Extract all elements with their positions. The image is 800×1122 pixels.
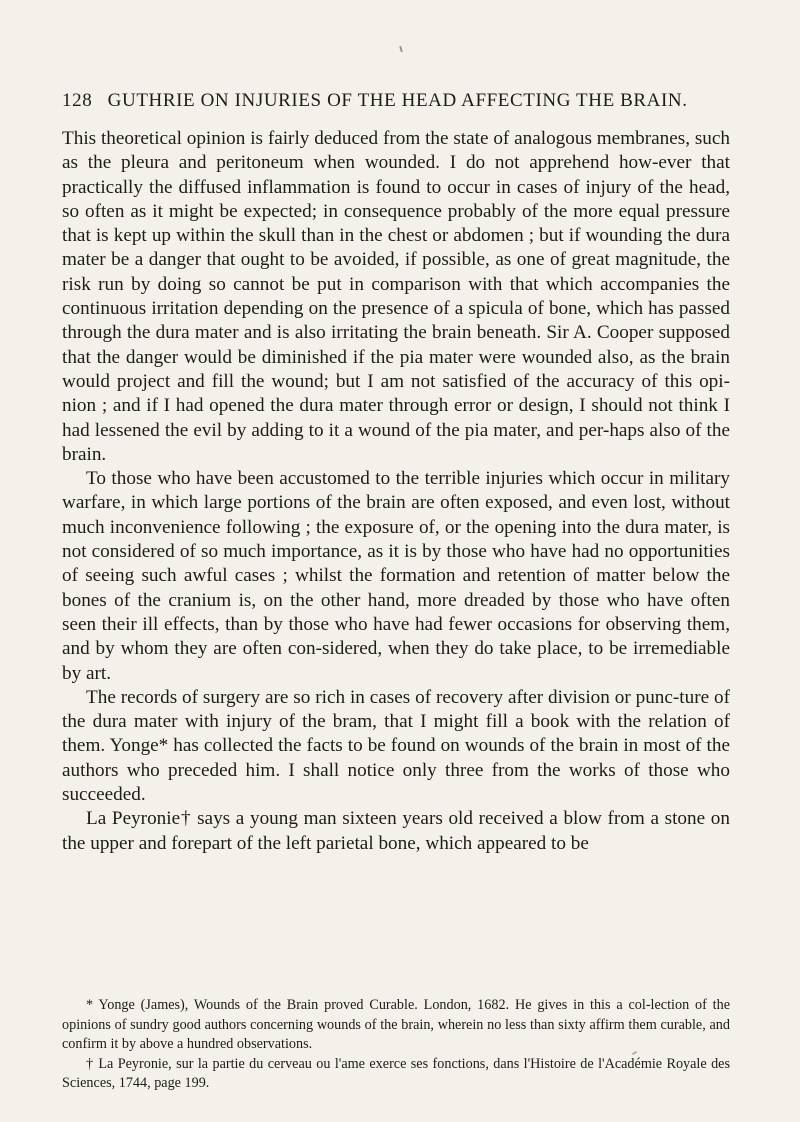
scan-mark: [399, 46, 402, 52]
paragraph: This theoretical opinion is fairly deduced from the state of analogous membranes, such as the pleura and peritoneum when wounded. I do not apprehend how-ever that practically the diffused inflammation is found to occur in cases of injury of the head, so often as it might be expected; in consequence probably of the more equal pressure that is kept up within the skull than in the chest or abdomen ; but if wounding the dura mater be a danger that ought to be avoided, if possible, as one of great magnitude, the risk run by doing so cannot be put in comparison with that which accompanies the continuous irritation depending on the presence of a spicula of bone, which has passed through the dura mater and is also irritating the brain beneath. Sir A. Cooper supposed that the danger would be diminished if the pia mater were wounded also, as the brain would project and fill the wound; but I am not satisfied of the accuracy of this opi-nion ; and if I had opened the dura mater through error or design, I should not think I had lessened the evil by adding to it a wound of the pia mater, and per-haps also of the brain.: [62, 128, 730, 465]
running-title: GUTHRIE ON INJURIES OF THE HEAD AFFECTING THE BRAIN.: [107, 90, 688, 111]
footnotes: [62, 996, 730, 1094]
footnote: † La Peyronie, sur la partie du cerveau ou l'ame exerce ses fonctions, dans l'Histoire de l'Académie Royale des Sciences, 1744, page 199.: [62, 1055, 730, 1092]
paragraph: To those who have been accustomed to the terrible injuries which occur in military warfare, in which large portions of the brain are often exposed, and even lost, without much inconvenience following ; the exposure of, or the opening into the dura mater, is not considered of so much importance, as it is by those who have had no opportunities of seeing such awful cases ; whilst the formation and retention of matter below the bones of the cranium is, on the other hand, more dreaded by those who have often seen their ill effects, than by those who have had fewer occasions for observing them, and by whom they are often con-sidered, when they do take place, to be irremediable by art.: [62, 468, 730, 684]
paragraph: The records of surgery are so rich in cases of recovery after division or punc-ture of the dura mater with injury of the bram, that I might fill a book with the relation of them. Yonge* has collected the facts to be found on wounds of the brain in most of the authors who preceded him. I shall notice only three from the works of those who succeeded.: [62, 686, 730, 806]
running-head: [62, 90, 742, 112]
body-text: [62, 127, 730, 856]
page-number: 128: [62, 90, 93, 111]
paragraph: La Peyronie† says a young man sixteen years old received a blow from a stone on the upper and forepart of the left parietal bone, which appeared to be: [62, 808, 730, 854]
footnote: * Yonge (James), Wounds of the Brain proved Curable. London, 1682. He gives in this a col-lection of the opinions of sundry good authors concerning wounds of the brain, wherein no less than sixty affirm them curable, and confirm it by above a hundred observations.: [62, 997, 730, 1053]
